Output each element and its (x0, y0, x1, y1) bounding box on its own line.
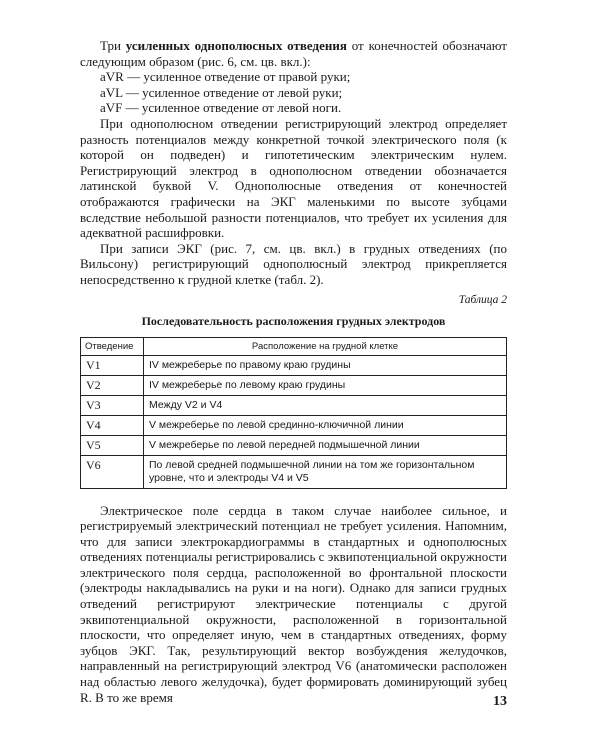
cell-lead: V6 (81, 455, 144, 488)
cell-lead: V1 (81, 355, 144, 375)
cell-lead: V2 (81, 375, 144, 395)
cell-location: IV межреберье по левому краю грудины (144, 375, 507, 395)
lead-list-item-avr: aVR — усиленное отведение от правой руки; (100, 69, 351, 85)
cell-location: Между V2 и V4 (144, 395, 507, 415)
intro-post: от конечностей обозначают следующим образом (рис. 6, см. цв. вкл.): (80, 38, 507, 69)
lead-list-item-avf: aVF — усиленное отведение от левой ноги. (100, 100, 342, 116)
cell-lead: V4 (81, 415, 144, 435)
table-row (81, 455, 507, 488)
table-title: Последовательность расположения грудных электродов (141, 313, 446, 328)
cell-location: V межреберье по левой передней подмышечной линии (144, 435, 507, 455)
header-lead: Отведение (81, 337, 144, 355)
table-row (81, 415, 507, 435)
paragraph-unipolar: При однополюсном отведении регистрирующий электрод определяет разность потенциалов между конкретной точкой электрического поля (к которой он подведен) и гипотетическим электрическим нулем. Регистрирующий электрод в однополюсном отведении обозначается латинской буквой V. Однополюсные отведения от конечностей отображаются графически на ЭКГ маленькими по высоте зубцами вследствие небольшой разности потенциалов, что требует их усиления для адекватной расшифровки. (80, 115, 507, 241)
cell-location: IV межреберье по правому краю грудины (144, 355, 507, 375)
page-number: 13 (493, 694, 507, 709)
table-caption: Таблица 2 (458, 293, 507, 306)
electrode-table (80, 337, 507, 489)
intro-paragraph (80, 38, 507, 69)
table-row (81, 375, 507, 395)
paragraph-electric-field: Электрическое поле сердца в таком случае наиболее сильное, и регистрируемый электрический потенциал не требует усиления. Напомним, что для записи электрокардиограммы в стандартных и однополюсных отведениях потенциалы регистрировались с эквипотенциальной окружности электрического поля сердца, расположенной во фронтальной плоскости (электроды накладывались на руки и на ноги). Однако для записи грудных отведений регистрируют электрические потенциалы с другой эквипотенциальной окружности, расположенной в горизонтальной плоскости, что определяет иную, чем в стандартных отведениях, форму зубцов ЭКГ. Так, результирующий вектор возбуждения желудочков, направленный на регистрирующий электрод V6 (анатомически расположен над областью левого желудочка), будет формировать доминирующий зубец R. В то же время (80, 502, 507, 705)
intro-bold-term: усиленных однополюсных отведения (125, 38, 347, 53)
table-row (81, 435, 507, 455)
table-row (81, 355, 507, 375)
intro-pre: Три (100, 38, 126, 53)
table-wrapper (80, 337, 507, 489)
cell-location: По левой средней подмышечной линии на том же горизонтальном уровне, что и электроды V4 и V5 (144, 455, 507, 488)
header-location: Расположение на грудной клетке (144, 337, 507, 355)
table-row (81, 395, 507, 415)
paragraph-chest-leads: При записи ЭКГ (рис. 7, см. цв. вкл.) в грудных отведениях (по Вильсону) регистрирующий однополюсный электрод прикрепляется непосредственно к грудной клетке (табл. 2). (80, 240, 507, 287)
table-header-row (81, 337, 507, 355)
cell-lead: V3 (81, 395, 144, 415)
cell-lead: V5 (81, 435, 144, 455)
lead-list-item-avl: aVL — усиленное отведение от левой руки; (100, 84, 343, 100)
cell-location: V межреберье по левой срединно-ключичной линии (144, 415, 507, 435)
